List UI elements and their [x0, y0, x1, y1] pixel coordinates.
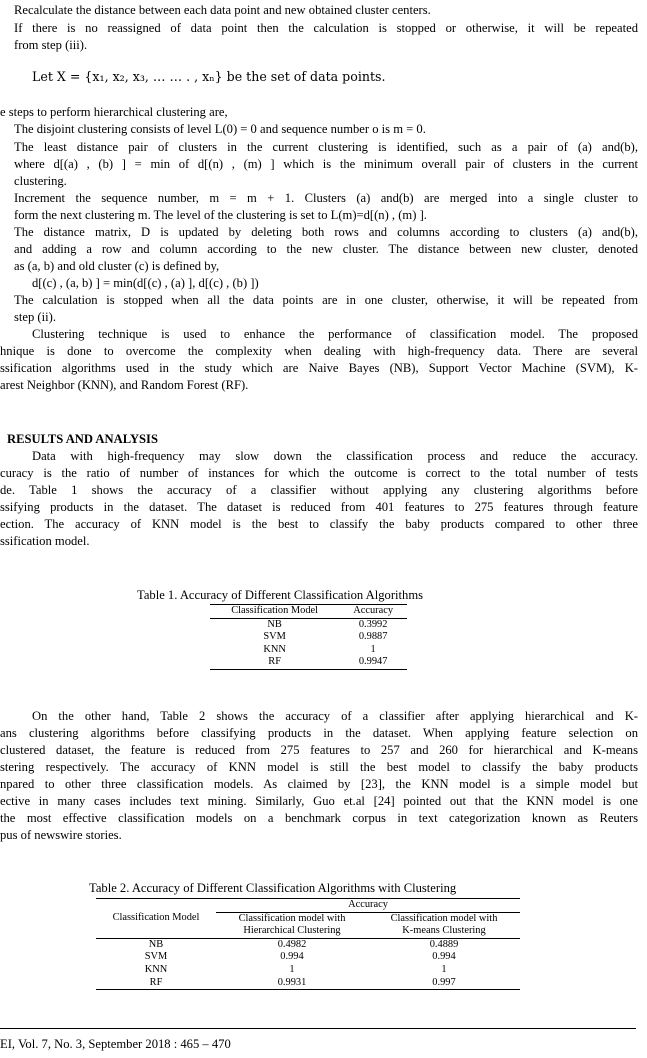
step-line: clustering. [14, 174, 67, 188]
table-row [210, 618, 407, 631]
paragraph-line: stering respectively. The accuracy of KNN model is still the best model to classify the baby products [0, 760, 638, 774]
paragraph-line: clustered dataset, the feature is reduced from 275 features to 257 and 260 for hierarchical and K-means [0, 743, 638, 757]
table2-header-hierarchical: Classification model with [238, 912, 346, 924]
table-cell: KNN [263, 643, 286, 655]
step-line: The disjoint clustering consists of level L(0) = 0 and sequence number o is m = 0. [14, 122, 426, 136]
table-cell: 1 [289, 963, 295, 975]
table-cell: SVM [263, 631, 286, 643]
table1-header-accuracy: Accuracy [353, 605, 394, 616]
paragraph-line: npared to other three classification models. As claimed by [23], the KNN model is a simple model but [0, 777, 638, 791]
step-line: The least distance pair of clusters in the current clustering is identified, such as a pair of (a) and(b), [14, 140, 638, 154]
step-line: The calculation is stopped when all the data points are in one cluster, otherwise, it will be repeated from [14, 293, 638, 307]
table-cell: 0.9887 [358, 631, 388, 643]
paragraph-line: Data with high-frequency may slow down the classification process and reduce the accuracy. [32, 449, 638, 463]
table1-header-model: Classification Model [231, 605, 319, 616]
table-cell: SVM [144, 951, 168, 963]
table-cell: 1 [441, 963, 447, 975]
table-cell: RF [268, 656, 281, 668]
paragraph-line: curacy is the ratio of number of instances for which the outcome is correct to the total number of tests [0, 466, 638, 480]
paragraph-line: ans clustering algorithms before classifying products in the dataset. When applying feature selection on [0, 726, 638, 740]
table-cell: 0.994 [280, 951, 304, 963]
table-cell: 0.3992 [358, 618, 388, 630]
table2-header-kmeans: Classification model with [390, 912, 498, 924]
table-cell: RF [149, 976, 163, 988]
text-line: from step (iii). [14, 38, 88, 52]
paragraph-line: pus of newswire stories. [0, 828, 122, 842]
table1 [210, 604, 407, 670]
page-footer: EI, Vol. 7, No. 3, September 2018 : 465 – 470 [0, 1037, 231, 1051]
paragraph-line: ssification algorithms used in the study which are Naive Bayes (NB), Support Vector Machine (SVM), K- [0, 361, 638, 375]
paragraph-line: On the other hand, Table 2 shows the accuracy of a classifier after applying hierarchical and K- [32, 709, 638, 723]
text-line: Recalculate the distance between each data point and new obtained cluster centers. [14, 3, 431, 17]
paragraph-line: hnique is done to overcome the complexity when dealing with high-frequency data. There are several [0, 344, 638, 358]
paragraph-line: ection. The accuracy of KNN model is the best to classify the baby products compared to other three [0, 517, 638, 531]
table2-header-hierarchical-sub: Hierarchical Clustering [243, 925, 341, 937]
table2-header-model: Classification Model [112, 912, 200, 924]
text-line: If there is no reassigned of data point then the calculation is stopped or otherwise, it will be repeated [14, 21, 638, 35]
table-row [96, 951, 520, 964]
paragraph-line: Clustering technique is used to enhance the performance of classification model. The proposed [32, 327, 638, 341]
table-row [210, 644, 407, 657]
paragraph-line: ective in many cases includes text mining. Similarly, Guo et.al [24] pointed out that the KNN model is one [0, 794, 638, 808]
table2-caption: Table 2. Accuracy of Different Classification Algorithms with Clustering [89, 881, 457, 895]
table-cell: KNN [144, 963, 168, 975]
paragraph-line: de. Table 1 shows the accuracy of a classifier without applying any clustering algorithms before [0, 483, 638, 497]
table2 [96, 898, 520, 990]
table-row [210, 656, 407, 669]
step-line: and adding a row and column according to the new cluster. The distance between new cluster, denoted [14, 242, 638, 256]
table-row [96, 964, 520, 977]
table-cell: 0.994 [432, 951, 456, 963]
step-line: step (ii). [14, 310, 56, 324]
step-line: Increment the sequence number, m = m + 1. Clusters (a) and(b) are merged into a single cluster to [14, 191, 638, 205]
table-cell: 0.4889 [429, 938, 459, 950]
table-cell: 0.9947 [358, 656, 388, 668]
table-row [210, 631, 407, 644]
table-row [96, 938, 520, 951]
table-cell: 0.997 [432, 976, 456, 988]
set-definition: Let X = {x₁, x₂, x₃, … … . , xₙ} be the set of data points. [32, 69, 386, 84]
table1-caption: Table 1. Accuracy of Different Classification Algorithms [137, 588, 424, 602]
table-row [96, 977, 520, 990]
step-line: form the next clustering m. The level of the clustering is set to L(m)=d[(n) , (m) ]. [14, 208, 427, 222]
step-line: as (a, b) and old cluster (c) is defined by, [14, 259, 220, 273]
formula-line: d[(c) , (a, b) ] = min(d[(c) , (a) ], d[(c) , (b) ]) [32, 276, 259, 290]
paragraph-line: ssification model. [0, 534, 90, 548]
paragraph-line: the most effective classification models on a benchmark corpus in text categorization known as Reuters [0, 811, 638, 825]
paragraph-line: arest Neighbor (KNN), and Random Forest (RF). [0, 378, 249, 392]
step-line: where d[(a) , (b) ] = min of d[(n) , (m) ] which is the minimum overall pair of clusters in the current [14, 157, 638, 171]
table-cell: 0.9931 [277, 976, 307, 988]
table2-group-header: Accuracy [216, 899, 520, 913]
section-heading: RESULTS AND ANALYSIS [7, 432, 158, 446]
table2-header-kmeans-sub: K-means Clustering [402, 925, 486, 937]
table-cell: NB [148, 938, 164, 950]
text-line: e steps to perform hierarchical clustering are, [0, 105, 228, 119]
paragraph-line: ssifying products in the dataset. The dataset is reduced from 401 features to 275 features through feature [0, 500, 638, 514]
table-cell: NB [267, 618, 282, 630]
table-cell: 0.4982 [277, 938, 307, 950]
step-line: The distance matrix, D is updated by deleting both rows and columns according to clusters (a) and(b), [14, 225, 638, 239]
table-cell: 1 [370, 643, 376, 655]
footer-rule [0, 1028, 636, 1029]
